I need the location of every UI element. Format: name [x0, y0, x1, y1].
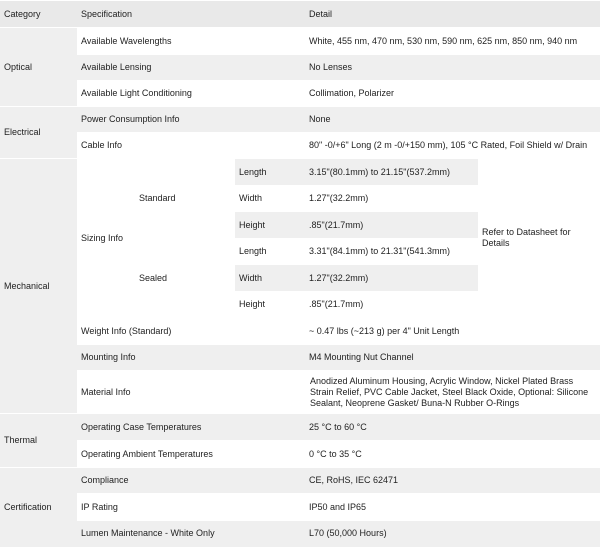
sizing-sealed-label: Sealed: [135, 239, 235, 318]
table-row: [0, 318, 600, 345]
table-row: [0, 133, 600, 159]
table-row: [0, 107, 600, 133]
spec-label: Material Info: [77, 371, 305, 414]
spec-label: Operating Case Temperatures: [77, 414, 305, 441]
category-certification: Certification: [0, 468, 77, 547]
spec-detail: Collimation, Polarizer: [305, 81, 600, 107]
spec-detail: No Lenses: [305, 55, 600, 81]
dimension-value: 1.27"(32.2mm): [305, 186, 478, 212]
dimension-value: .85"(21.7mm): [305, 292, 478, 318]
header-detail: Detail: [305, 1, 600, 28]
table-row: [0, 159, 600, 186]
header-category: Category: [0, 1, 77, 28]
table-row: [0, 81, 600, 107]
spec-label: Cable Info: [77, 133, 305, 159]
category-mechanical: Mechanical: [0, 159, 77, 414]
spec-label: Available Lensing: [77, 55, 305, 81]
spec-detail: L70 (50,000 Hours): [305, 521, 600, 547]
table-row: [0, 494, 600, 521]
dimension-label: Length: [235, 239, 305, 265]
spec-label: Available Light Conditioning: [77, 81, 305, 107]
dimension-label: Length: [235, 159, 305, 186]
dimension-label: Height: [235, 212, 305, 239]
table-row: [0, 521, 600, 547]
spec-label: Mounting Info: [77, 345, 305, 371]
dimension-value: 3.31"(84.1mm) to 21.31"(541.3mm): [305, 239, 478, 265]
spec-detail: M4 Mounting Nut Channel: [305, 345, 600, 371]
spec-label: Lumen Maintenance - White Only: [77, 521, 305, 547]
table-row: [0, 55, 600, 81]
category-electrical: Electrical: [0, 107, 77, 159]
table-row: [0, 468, 600, 494]
spec-label: Power Consumption Info: [77, 107, 305, 133]
category-thermal: Thermal: [0, 414, 77, 468]
header-row: [0, 1, 600, 28]
sizing-note: Refer to Datasheet for Details: [478, 159, 600, 318]
dimension-label: Width: [235, 186, 305, 212]
spec-detail: None: [305, 107, 600, 133]
spec-label: Compliance: [77, 468, 305, 494]
dimension-value: 3.15"(80.1mm) to 21.15"(537.2mm): [305, 159, 478, 186]
dimension-label: Width: [235, 265, 305, 292]
spec-detail: Anodized Aluminum Housing, Acrylic Window, Nickel Plated Brass Strain Relief, PVC Cable Jacket, Steel Black Oxide, Optional: Silicone Sealant, Neoprene Gasket/ Buna-N Rubber O-Rings: [305, 371, 600, 414]
spec-detail: CE, RoHS, IEC 62471: [305, 468, 600, 494]
spec-detail: 25 °C to 60 °C: [305, 414, 600, 441]
spec-label: IP Rating: [77, 494, 305, 521]
dimension-value: 1.27"(32.2mm): [305, 265, 478, 292]
spec-label: Operating Ambient Temperatures: [77, 441, 305, 468]
sizing-info-label: Sizing Info: [77, 159, 135, 318]
dimension-label: Height: [235, 292, 305, 318]
spec-label: Available Wavelengths: [77, 28, 305, 55]
dimension-value: .85"(21.7mm): [305, 212, 478, 239]
table-row: [0, 28, 600, 55]
category-optical: Optical: [0, 28, 77, 107]
spec-detail: 80" -0/+6" Long (2 m -0/+150 mm), 105 °C Rated, Foil Shield w/ Drain: [305, 133, 600, 159]
spec-detail: White, 455 nm, 470 nm, 530 nm, 590 nm, 625 nm, 850 nm, 940 nm: [305, 28, 600, 55]
sizing-standard-label: Standard: [135, 159, 235, 239]
spec-label: Weight Info (Standard): [77, 318, 305, 345]
table-row: [0, 371, 600, 414]
spec-detail: IP50 and IP65: [305, 494, 600, 521]
table-row: [0, 414, 600, 441]
spec-detail: ~ 0.47 lbs (~213 g) per 4" Unit Length: [305, 318, 600, 345]
header-specification: Specification: [77, 1, 305, 28]
table-row: [0, 441, 600, 468]
spec-detail: 0 °C to 35 °C: [305, 441, 600, 468]
table-row: [0, 345, 600, 371]
